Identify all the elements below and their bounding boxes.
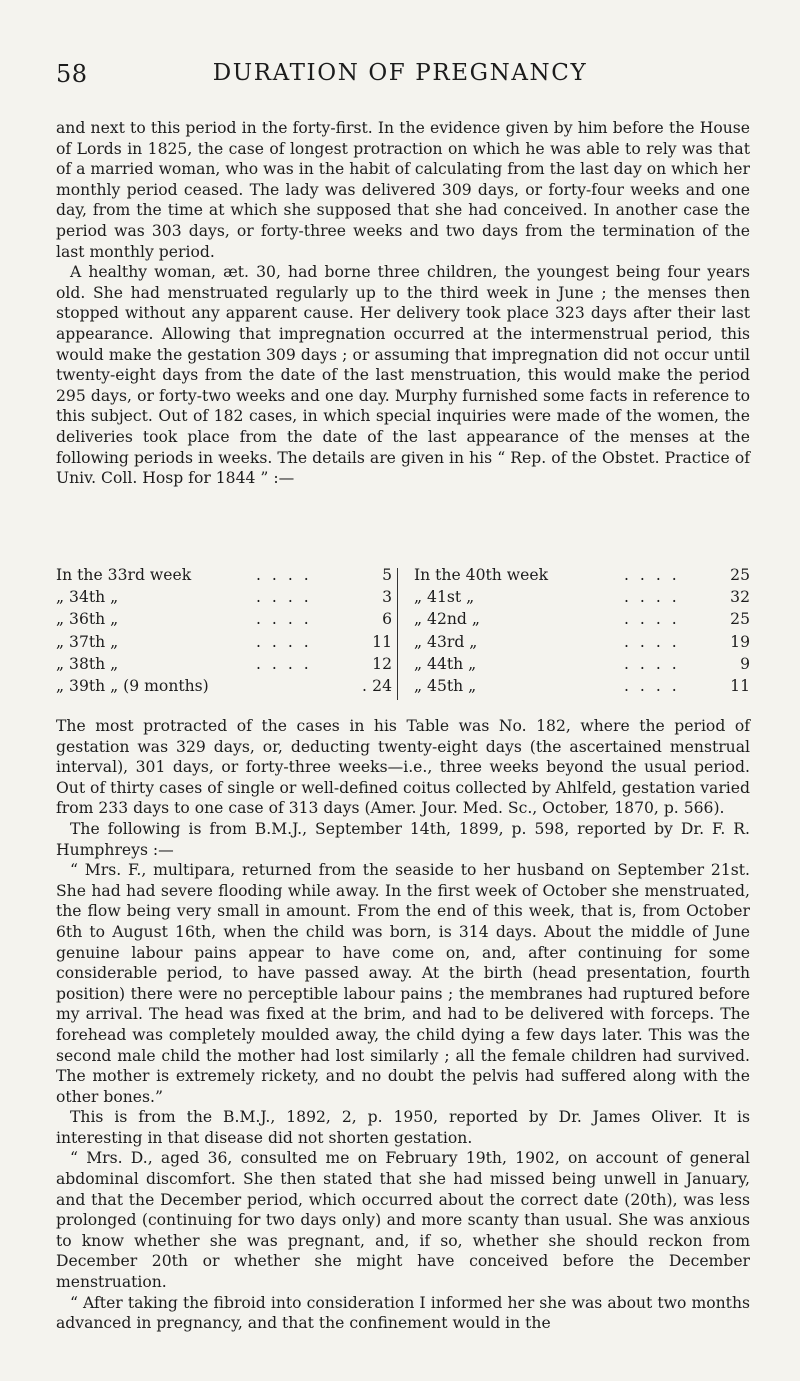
row-count: 3 [382, 588, 392, 607]
row-count: 11 [372, 632, 392, 651]
table-row [56, 653, 392, 675]
quoted-paragraph: “ Mrs. F., multipara, returned from the seaside to her husband on September 21st. She had had severe flooding while away. In the first week of October she menstruated, the flow being very small in amount. From the end of this week, that is, from October 6th to August 16th, when the child was born, is 314 days. About the middle of June genuine labour pains appear to have come on, and, after continuing for some considerable period, to have passed away. At the birth (head presentation, fourth position) there were no perceptible labour pains ; the membranes had ruptured before my arrival. The head was fixed at the brim, and had to be delivered with forceps. The forehead was completely moulded away, the child dying a few days later. This was the second male child the mother had lost similarly ; all the female children had survived. The mother is extremely rickety, and no doubt the pelvis had suffered along with the other bones.” [56, 861, 750, 1106]
table-row [56, 631, 392, 653]
row-label: „ 41st „ [414, 588, 475, 607]
row-count: 19 [730, 632, 750, 651]
row-label: „ 44th „ [414, 654, 477, 673]
row-label: In the 40th week [414, 566, 549, 584]
row-label: „ 45th „ [414, 676, 477, 695]
paragraph: A healthy woman, æt. 30, had borne three children, the youngest being four years old. She had menstruated regularly up to the third week in June ; the menses then stopped without any apparent cause. Her delivery took place 323 days after their last appearance. Allowing that impregnation occurred at the intermenstrual period, this would make the gestation 309 days ; or assuming that impregnation did not occur until twenty-eight days from the date of the last menstruation, this would make the period 295 days, or forty-two weeks and one day. Murphy furnished some facts in reference to this subject. Out of 182 cases, in which special inquiries were made of the women, the deliveries took place from the date of the last appearance of the menses at the following periods in weeks. The details are given in his “ Rep. of the Obstet. Practice of Univ. Coll. Hosp for 1844 ” :— [56, 263, 750, 488]
row-label: In the 33rd week [56, 566, 192, 584]
row-leader-dots: . . . . [624, 588, 680, 607]
weeks-table-right-column [414, 564, 750, 697]
weeks-table [56, 564, 750, 704]
row-label: „ 37th „ [56, 632, 119, 651]
column-divider [397, 568, 398, 700]
row-count: 11 [730, 676, 750, 695]
paragraph: This is from the B.M.J., 1892, 2, p. 1950, reported by Dr. James Oliver. It is interesting in that disease did not shorten gestation. [56, 1108, 750, 1147]
row-leader-dots: . . . . [256, 610, 312, 629]
row-leader-dots: . . . . [256, 654, 312, 673]
paragraph: The following is from B.M.J., September 14th, 1899, p. 598, reported by Dr. F. R. Humphreys :— [56, 819, 750, 859]
row-count: 9 [740, 654, 750, 673]
row-leader-dots: . . . . [624, 654, 680, 673]
row-leader-dots: . . . . [256, 566, 312, 584]
table-row [56, 675, 392, 697]
text-block-top [56, 118, 750, 489]
quoted-paragraph: “ Mrs. D., aged 36, consulted me on February 19th, 1902, on account of general abdominal discomfort. She then stated that she had missed being unwell in January, and that the December period, which occurred about the correct date (20th), was less prolonged (continuing for two days only) and more scanty than usual. She was anxious to know whether she was pregnant, and, if so, whether she should reckon from December 20th or whether she might have conceived before the December menstruation. [56, 1149, 750, 1292]
row-label: „ 43rd „ [414, 632, 478, 651]
row-count: 12 [372, 654, 392, 673]
row-count: 25 [730, 610, 750, 629]
text-block-bottom [56, 716, 750, 1334]
row-leader-dots: . . . . [624, 610, 680, 629]
row-leader-dots: . . . . [624, 632, 680, 651]
table-row [414, 608, 750, 630]
row-count: 32 [730, 588, 750, 607]
row-count: 6 [382, 610, 392, 629]
row-leader-dots: . . . . [624, 676, 680, 695]
table-row [414, 564, 750, 586]
row-label: „ 42nd „ [414, 610, 480, 629]
table-row [56, 608, 392, 630]
paragraph: and next to this period in the forty-first. In the evidence given by him before the House of Lords in 1825, the case of longest protraction on which he was able to rely was that of a married woman, who was in the habit of calculating from the last day on which her monthly period ceased. The lady was delivered 309 days, or forty-four weeks and one day, from the time at which she supposed that she had conceived. In another case the period was 303 days, or forty-three weeks and two days from the termination of the last monthly period. [56, 119, 750, 261]
row-label: „ 36th „ [56, 610, 119, 629]
row-label: „ 34th „ [56, 588, 119, 607]
table-row [56, 564, 392, 586]
row-leader-dots: . . . . [624, 566, 680, 584]
paragraph: The most protracted of the cases in his Table was No. 182, where the period of gestation was 329 days, or, deducting twenty-eight days (the ascertained menstrual interval), 301 days, or forty-three weeks—i.e., three weeks beyond the usual period. Out of thirty cases of single or well-defined coitus collected by Ahlfeld, gestation varied from 233 days to one case of 313 days (Amer. Jour. Med. Sc., October, 1870, p. 566). [56, 717, 750, 818]
table-row [56, 586, 392, 608]
row-leader-dots: . [362, 676, 370, 695]
row-label: „ 39th „ (9 months) [56, 676, 209, 695]
row-leader-dots: . . . . [256, 632, 312, 651]
table-row [414, 653, 750, 675]
row-count: 24 [372, 676, 392, 695]
table-row [414, 586, 750, 608]
running-head [56, 60, 744, 96]
page-number: 58 [56, 60, 88, 88]
quoted-paragraph: “ After taking the fibroid into consideration I informed her she was about two months advanced in pregnancy, and that the confinement would in the [56, 1293, 750, 1333]
weeks-table-left-column [56, 564, 392, 697]
page-title: DURATION OF PREGNANCY [212, 60, 588, 86]
row-count: 5 [382, 566, 392, 584]
row-label: „ 38th „ [56, 654, 119, 673]
row-leader-dots: . . . . [256, 588, 312, 607]
table-row [414, 631, 750, 653]
row-count: 25 [730, 566, 750, 584]
table-row [414, 675, 750, 697]
